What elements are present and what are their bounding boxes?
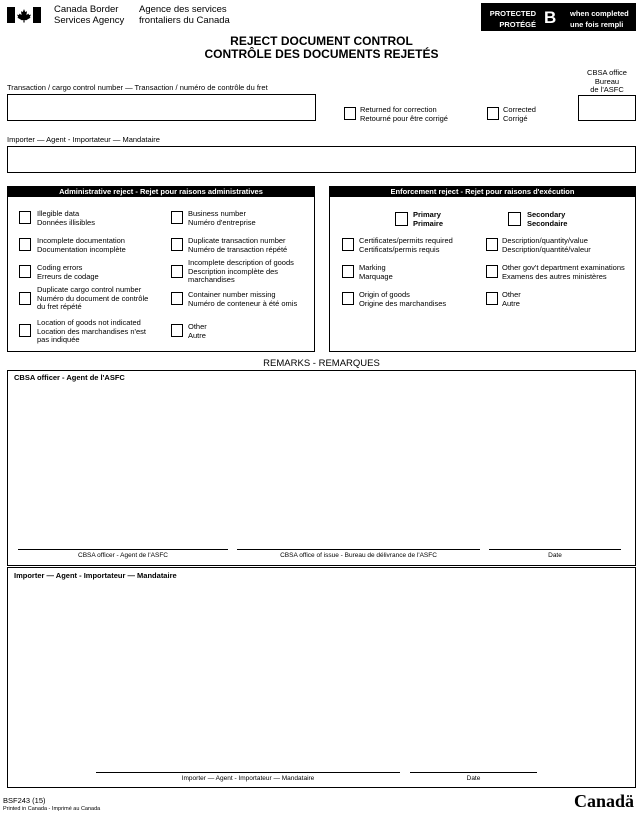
location-not-indicated-label: Location of goods not indicated Location des marchandises n'est pas indiquée <box>37 318 146 344</box>
primary-label: Primary Primaire <box>413 210 444 228</box>
certificates-permits-checkbox[interactable] <box>342 238 354 251</box>
description-quantity-value-label: Description/quantity/value Description/quantité/valeur <box>502 236 591 254</box>
coding-errors-checkbox[interactable] <box>19 265 31 278</box>
protected-b-banner: PROTECTED PROTÉGÉ B when completed une fois rempli <box>481 3 636 31</box>
primary-checkbox[interactable] <box>395 212 408 226</box>
importer-date-caption: Date <box>466 775 481 782</box>
office-of-issue-line <box>237 549 480 550</box>
administrative-reject-header: Administrative reject - Rejet pour raisons administratives <box>7 186 315 197</box>
canada-flag-icon <box>7 7 41 23</box>
other-govt-examinations-label: Other gov't department examinations Examens des autres ministères <box>502 263 625 281</box>
importer-field[interactable] <box>7 146 636 173</box>
business-number-label: Business number Numéro d'entreprise <box>188 209 256 227</box>
incomplete-description-checkbox[interactable] <box>171 265 183 278</box>
admin-other-checkbox[interactable] <box>171 324 183 337</box>
printed-in-canada: Printed in Canada - Imprimé au Canada <box>3 806 101 812</box>
cbsa-officer-remarks-label: CBSA officer - Agent de l'ASFC <box>14 373 125 382</box>
secondary-checkbox[interactable] <box>508 212 521 226</box>
importer-signature-caption: Importer — Agent - Importateur — Mandataire <box>181 775 315 782</box>
importer-date-line <box>410 772 537 773</box>
location-not-indicated-checkbox[interactable] <box>19 324 31 337</box>
returned-for-correction-label: Returned for correction Retourné pour être corrigé <box>360 105 448 123</box>
cbsa-office-field[interactable] <box>578 95 636 121</box>
container-number-missing-label: Container number missing Numéro de conteneur à été omis <box>188 290 298 308</box>
officer-date-caption: Date <box>548 552 562 559</box>
officer-date-line <box>489 549 621 550</box>
importer-signature-line <box>96 772 400 773</box>
importer-remarks-label: Importer — Agent - Importateur — Mandataire <box>14 571 177 580</box>
transaction-label: Transaction / cargo control number — Transaction / numéro de contrôle du fret <box>7 83 268 92</box>
duplicate-transaction-checkbox[interactable] <box>171 238 183 251</box>
officer-signature-caption: CBSA officer - Agent de l'ASFC <box>78 552 168 559</box>
transaction-number-field[interactable] <box>7 94 316 121</box>
duplicate-transaction-label: Duplicate transaction number Numéro de transaction répété <box>188 236 288 254</box>
importer-label: Importer — Agent - Importateur — Mandataire <box>7 135 160 144</box>
canada-wordmark: Canadä <box>573 791 634 811</box>
origin-of-goods-label: Origin of goods Origine des marchandises <box>359 290 447 308</box>
illegible-data-label: Illegible data Données illisibles <box>37 209 95 227</box>
incomplete-documentation-checkbox[interactable] <box>19 238 31 251</box>
enforcement-other-checkbox[interactable] <box>486 292 498 305</box>
duplicate-cargo-control-label: Duplicate cargo control number Numéro du document de contrôle du fret répété <box>37 285 149 311</box>
corrected-label: Corrected Corrigé <box>503 105 536 123</box>
page-title: REJECT DOCUMENT CONTROL CONTRÔLE DES DOCUMENTS REJETÉS <box>204 34 439 61</box>
business-number-checkbox[interactable] <box>171 211 183 224</box>
cbsa-officer-remarks-area[interactable] <box>7 370 636 566</box>
cbsa-office-label: CBSA office Bureau de l'ASFC <box>587 68 627 94</box>
incomplete-description-label: Incomplete description of goods Description incomplète des marchandises <box>188 258 294 284</box>
origin-of-goods-checkbox[interactable] <box>342 292 354 305</box>
marking-label: Marking Marquage <box>359 263 393 281</box>
marking-checkbox[interactable] <box>342 265 354 278</box>
container-number-missing-checkbox[interactable] <box>171 292 183 305</box>
enforcement-reject-header: Enforcement reject - Rejet pour raisons d'exécution <box>329 186 636 197</box>
agency-name-en: Canada Border Services Agency <box>54 4 125 26</box>
office-of-issue-caption: CBSA office of issue - Bureau de délivrance de l'ASFC <box>280 552 437 559</box>
illegible-data-checkbox[interactable] <box>19 211 31 224</box>
returned-for-correction-checkbox[interactable] <box>344 107 356 120</box>
corrected-checkbox[interactable] <box>487 107 499 120</box>
form-number: BSF243 (15) <box>3 796 46 805</box>
enforcement-other-label: Other Autre <box>502 290 521 308</box>
description-quantity-value-checkbox[interactable] <box>486 238 498 251</box>
coding-errors-label: Coding errors Erreurs de codage <box>37 263 99 281</box>
officer-signature-line <box>18 549 228 550</box>
other-govt-examinations-checkbox[interactable] <box>486 265 498 278</box>
remarks-title: REMARKS - REMARQUES <box>263 358 380 369</box>
importer-remarks-area[interactable] <box>7 567 636 788</box>
security-level-letter: B <box>544 8 557 27</box>
duplicate-cargo-control-checkbox[interactable] <box>19 292 31 305</box>
secondary-label: Secondary Secondaire <box>527 210 568 228</box>
certificates-permits-label: Certificates/permits required Certificats/permis requis <box>359 236 453 254</box>
agency-name-fr: Agence des services frontaliers du Canada <box>139 4 230 26</box>
incomplete-documentation-label: Incomplete documentation Documentation incomplète <box>37 236 126 254</box>
admin-other-label: Other Autre <box>188 322 207 340</box>
